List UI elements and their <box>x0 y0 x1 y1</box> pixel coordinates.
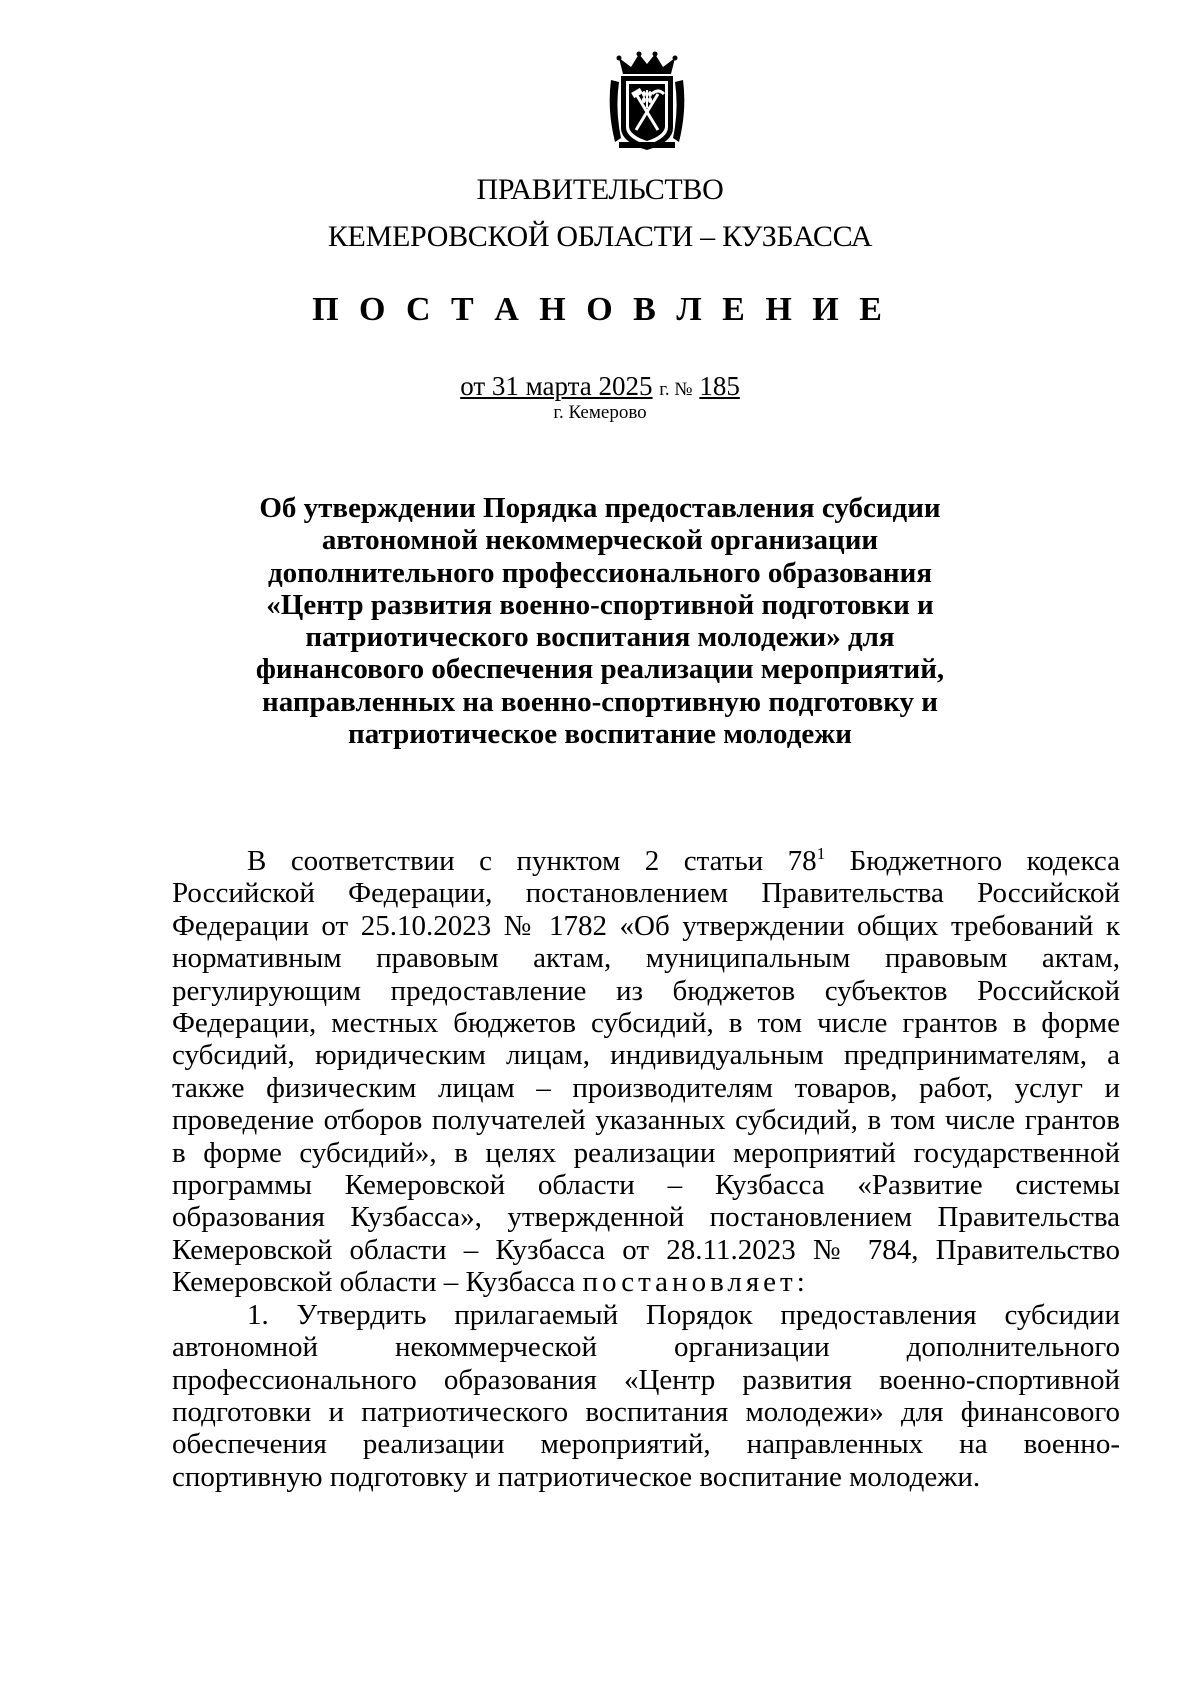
decree-number-label: г. № <box>659 379 693 400</box>
decree-number: 185 <box>699 371 740 401</box>
coat-of-arms-icon <box>607 50 687 154</box>
decree-subject: Об утверждении Порядка предоставления субсидии автономной некоммерческой организации дополнительного профессионального образования «Центр развития военно-спортивной подготовки и патриотического воспитания молодежи» для финансового обеспечения реализации мероприятий, направленных на военно-спортивную подготовку и патриотическое воспитание молодежи <box>255 492 945 751</box>
decree-city: г. Кемерово <box>553 402 647 423</box>
government-name-line1: ПРАВИТЕЛЬСТВО <box>476 173 724 206</box>
decree-body <box>172 845 1120 1493</box>
decree-verb: постановляет: <box>582 1266 809 1299</box>
body-paragraph-1 <box>172 845 1120 1299</box>
paragraph-1-start: В соответствии с пунктом 2 статьи 78 <box>247 845 817 877</box>
paragraph-1-main: Бюджетного кодекса Российской Федерации, постановлением Правительства Российской Федерации от 25.10.2023 № 1782 «Об утверждении общих требований к нормативным правовым актам, муниципальным правовым актам, регулирующим предоставление из бюджетов субъектов Российской Федерации, местных бюджетов субсидий, в том числе грантов в форме субсидий, юридическим лицам, индивидуальным предпринимателям, а также физическим лицам – производителям товаров, работ, услуг и проведение отборов получателей указанных субсидий, в том числе грантов в форме субсидий», в целях реализации мероприятий государственной программы Кемеровской области – Кузбасса «Развитие системы образования Кузбасса», утвержденной постановлением Правительства Кемеровской области – Кузбасса от 28.11.2023 № 784, Правительство Кемеровской области – Кузбасса <box>172 845 1120 1299</box>
government-name-line2: КЕМЕРОВСКОЙ ОБЛАСТИ – КУЗБАССА <box>327 220 873 253</box>
decree-date: от 31 марта 2025 <box>460 371 653 401</box>
document-type-title: П О С Т А Н О В Л Е Н И Е <box>312 291 888 328</box>
article-superscript: 1 <box>816 844 826 863</box>
body-paragraph-2: 1. Утвердить прилагаемый Порядок предоставления субсидии автономной некоммерческой организации дополнительного профессионального образования «Центр развития военно-спортивной подготовки и патриотического воспитания молодежи» для финансового обеспечения реализации мероприятий, направленных на военно-спортивную подготовку и патриотическое воспитание молодежи. <box>172 1298 1120 1493</box>
